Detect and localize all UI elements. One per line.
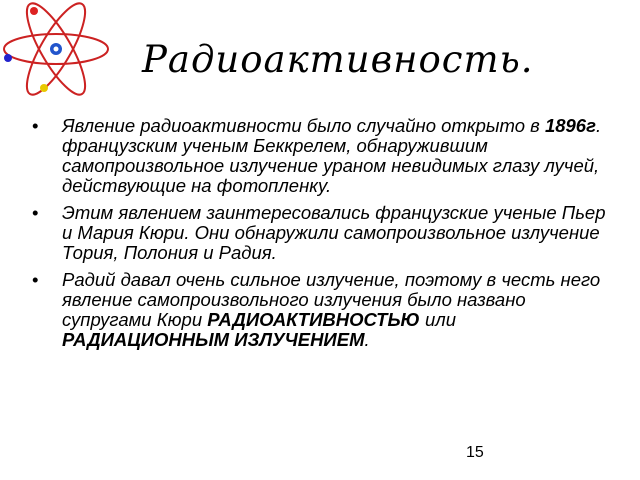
bullet-icon: •	[32, 269, 39, 290]
bullet-bold-text: 1896г	[544, 115, 596, 136]
electron-top	[30, 7, 38, 15]
bullet-text: Радий давал очень сильное излучение, поэтому в честь него явление самопроизвольного излучения было названо супругами Кюри	[62, 269, 601, 330]
electron-left	[4, 54, 12, 62]
bullet-icon: •	[32, 115, 39, 136]
bullet-text: или	[419, 309, 456, 330]
slide-title: Радиоактивность.	[142, 38, 534, 81]
bullet-icon: •	[32, 202, 39, 223]
electron-bottom	[40, 84, 48, 92]
bullet-list	[30, 116, 610, 357]
bullet-bold-text: РАДИАЦИОННЫМ ИЗЛУЧЕНИЕМ	[62, 329, 365, 350]
atom-logo-icon	[0, 0, 112, 100]
bullet-text: .	[364, 329, 370, 350]
bullet-text: Этим явлением заинтересовались французские ученые Пьер и Мария Кюри. Они обнаружили самопроизвольное излучение Тория, Полония и Радия.	[62, 202, 606, 263]
bullet-item	[30, 116, 610, 196]
page-number: 15	[466, 444, 484, 461]
bullet-item	[30, 203, 610, 263]
bullet-text: . французским ученым Беккрелем, обнаружившим самопроизвольное излучение ураном невидимых глазу лучей, действующие на фотопленку.	[62, 115, 602, 196]
bullet-item	[30, 270, 610, 350]
bullet-bold-text: РАДИОАКТИВНОСТЬЮ	[207, 309, 420, 330]
bullet-text: Явление радиоактивности было случайно открыто в	[62, 115, 545, 136]
